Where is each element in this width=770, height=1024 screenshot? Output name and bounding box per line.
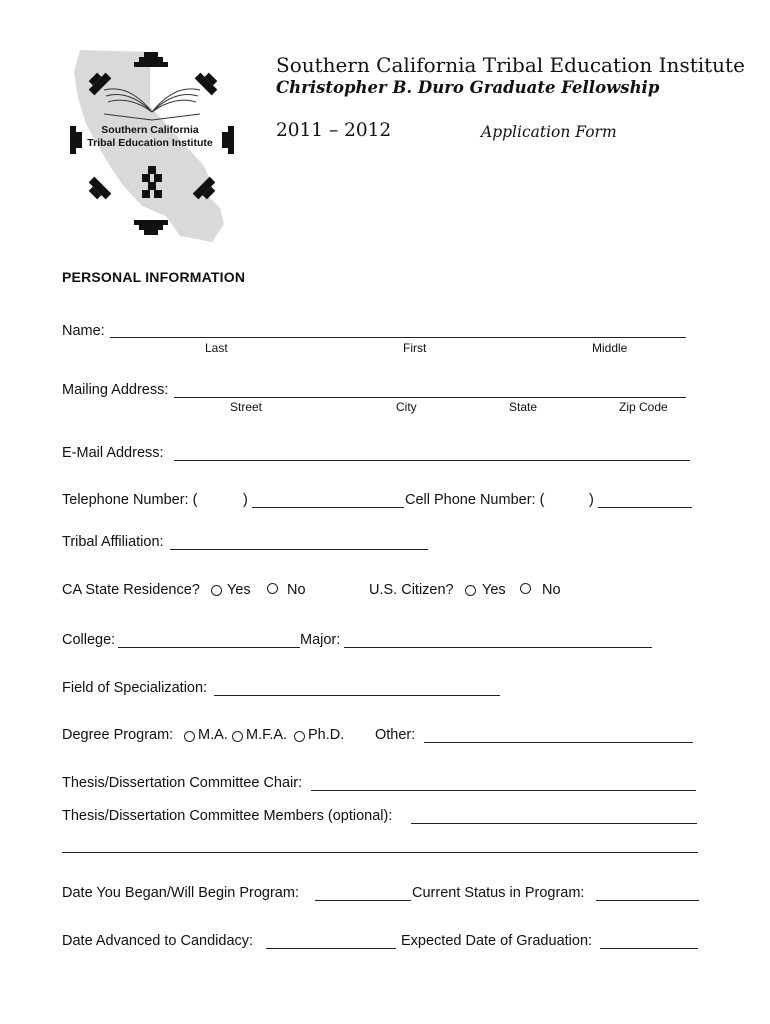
committee-members-field[interactable] — [411, 823, 697, 824]
name-field[interactable] — [110, 337, 686, 338]
academic-years: 2011 – 2012 — [276, 120, 392, 141]
committee-chair-label: Thesis/Dissertation Committee Chair: — [62, 775, 303, 791]
degree-mfa-radio[interactable] — [232, 731, 243, 742]
name-sub-first: First — [403, 341, 427, 355]
us-citizen-no-radio[interactable] — [520, 583, 531, 594]
tribal-affiliation-label: Tribal Affiliation: — [62, 534, 164, 550]
degree-ma-radio[interactable] — [184, 731, 195, 742]
cell-phone-label: Cell Phone Number: ( — [405, 492, 545, 508]
college-field[interactable] — [118, 647, 300, 648]
degree-other-field[interactable] — [424, 742, 693, 743]
ca-residence-yes-label: Yes — [227, 582, 251, 598]
address-sub-street: Street — [230, 400, 263, 414]
organization-name: Southern California Tribal Education Institute — [276, 53, 745, 77]
cell-phone-close-paren: ) — [589, 492, 594, 508]
address-sub-city: City — [396, 400, 417, 414]
ca-residence-yes-radio[interactable] — [211, 585, 222, 596]
current-status-label: Current Status in Program: — [412, 885, 585, 901]
committee-members-label: Thesis/Dissertation Committee Members (optional): — [62, 808, 393, 824]
name-sub-middle: Middle — [592, 341, 628, 355]
us-citizen-yes-label: Yes — [482, 582, 506, 598]
fellowship-name: Christopher B. Duro Graduate Fellowship — [276, 78, 660, 97]
specialization-label: Field of Specialization: — [62, 680, 208, 696]
program-start-field[interactable] — [315, 900, 411, 901]
candidacy-date-field[interactable] — [266, 948, 396, 949]
current-status-field[interactable] — [596, 900, 699, 901]
graduation-date-label: Expected Date of Graduation: — [401, 933, 593, 949]
degree-ma-label: M.A. — [198, 727, 228, 743]
mailing-address-field[interactable] — [174, 397, 686, 398]
cell-phone-field[interactable] — [598, 507, 692, 508]
degree-other-label: Other: — [375, 727, 416, 743]
degree-phd-label: Ph.D. — [308, 727, 345, 743]
ca-residence-label: CA State Residence? — [62, 582, 200, 598]
specialization-field[interactable] — [214, 695, 500, 696]
institute-logo — [62, 46, 242, 246]
telephone-close-paren: ) — [243, 492, 248, 508]
logo-text-line2: Tribal Education Institute — [87, 137, 213, 149]
logo-text-line1: Southern California — [101, 124, 199, 136]
major-field[interactable] — [344, 647, 652, 648]
address-sub-state: State — [509, 400, 538, 414]
candidacy-date-label: Date Advanced to Candidacy: — [62, 933, 254, 949]
graduation-date-field[interactable] — [600, 948, 698, 949]
degree-program-label: Degree Program: — [62, 727, 174, 743]
address-sub-zip: Zip Code — [619, 400, 668, 414]
telephone-field[interactable] — [252, 507, 404, 508]
name-sub-last: Last — [205, 341, 228, 355]
ca-residence-no-label: No — [287, 582, 306, 598]
email-label: E-Mail Address: — [62, 445, 164, 461]
degree-mfa-label: M.F.A. — [246, 727, 288, 743]
us-citizen-label: U.S. Citizen? — [369, 582, 454, 598]
section-title: PERSONAL INFORMATION — [62, 269, 246, 285]
us-citizen-yes-radio[interactable] — [465, 585, 476, 596]
email-field[interactable] — [174, 460, 690, 461]
name-label: Name: — [62, 323, 105, 339]
committee-members-field-line2[interactable] — [62, 852, 698, 853]
telephone-label: Telephone Number: ( — [62, 492, 198, 508]
us-citizen-no-label: No — [542, 582, 561, 598]
major-label: Major: — [300, 632, 341, 648]
ca-residence-no-radio[interactable] — [267, 583, 278, 594]
program-start-label: Date You Began/Will Begin Program: — [62, 885, 299, 901]
college-label: College: — [62, 632, 116, 648]
tribal-affiliation-field[interactable] — [170, 549, 428, 550]
mailing-address-label: Mailing Address: — [62, 382, 169, 398]
degree-phd-radio[interactable] — [294, 731, 305, 742]
form-title: Application Form — [481, 123, 617, 141]
committee-chair-field[interactable] — [311, 790, 696, 791]
